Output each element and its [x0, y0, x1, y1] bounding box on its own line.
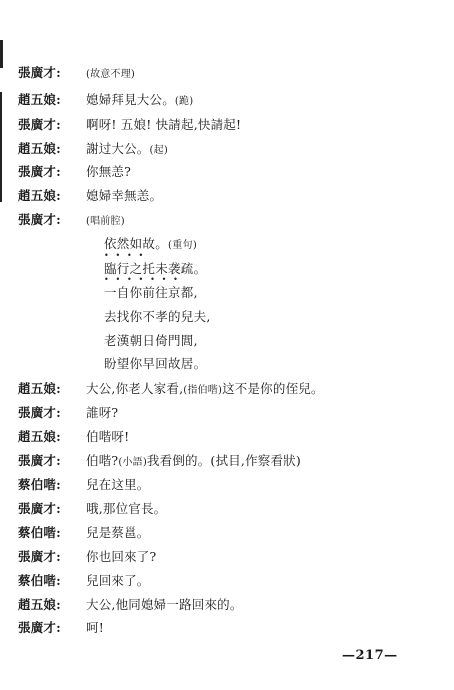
speaker-name: 張廣才: [18, 65, 61, 80]
line-text: 伯喈? [86, 453, 119, 468]
verse-text: 去找你不孝的兒夫, [104, 309, 211, 324]
line-text: 謝过大公。 [86, 141, 150, 156]
dialogue-line [18, 477, 150, 493]
margin-bar [0, 40, 3, 68]
speaker-name: 趙五娘: [18, 597, 61, 612]
dialogue-line [18, 117, 241, 135]
dialogue-line [18, 429, 129, 445]
verse-text: 臨行之托未袭疏。 [104, 261, 207, 276]
stage-direction: (重句) [168, 240, 198, 251]
speaker-name: 張廣才: [18, 164, 61, 179]
line-text: 这不是你的侄兒。 [222, 381, 324, 396]
speaker-name: 趙五娘: [18, 92, 61, 107]
speaker-name: 蔡伯喈: [18, 525, 61, 540]
speaker-name: 張廣才: [18, 549, 61, 564]
line-text: 啊呀! 五娘! 快請起,快請起! [86, 117, 242, 132]
line-text: 兒回來了。 [86, 573, 150, 588]
emphasis-dots: •••• [104, 251, 151, 260]
stage-direction: (唱前腔) [86, 216, 125, 227]
verse-line [104, 333, 198, 349]
line-text: 兒是蔡邕。 [86, 525, 150, 540]
dialogue-line [18, 525, 150, 541]
dialogue-line [18, 573, 150, 589]
line-text: 大公,你老人家看, [86, 381, 184, 396]
line-text: 你也回來了? [86, 549, 157, 564]
line-text: 伯喈呀! [86, 429, 130, 444]
stage-direction: (指伯喈) [183, 385, 223, 396]
margin-bar [0, 92, 2, 202]
page-number: —217— [342, 648, 398, 663]
speaker-name: 趙五娘: [18, 381, 61, 396]
dialogue-line [18, 164, 131, 182]
line-text: 媳婦幸無恙。 [86, 188, 163, 203]
line-text: 誰呀? [86, 405, 119, 420]
stage-direction: (起) [149, 145, 168, 156]
dialogue-line [18, 141, 168, 159]
emphasis-dots: ••••••• [104, 275, 185, 284]
dialogue-line [18, 212, 125, 230]
stage-direction: (小語) [118, 457, 147, 468]
dialogue-line [18, 65, 135, 83]
line-text: 大公,他同媳婦一路回來的。 [86, 597, 243, 612]
verse-line [104, 285, 198, 301]
verse-line [104, 356, 206, 372]
speaker-name: 張廣才: [18, 117, 61, 132]
speaker-name: 張廣才: [18, 212, 61, 227]
speaker-name: 張廣才: [18, 453, 61, 468]
line-text: 呵! [86, 620, 104, 635]
speaker-name: 趙五娘: [18, 429, 61, 444]
stage-direction: (跪) [174, 96, 194, 107]
verse-line [104, 309, 211, 325]
verse-text: 盼望你早回故居。 [104, 356, 207, 371]
line-text: 你無恙? [86, 164, 132, 179]
dialogue-line [18, 92, 193, 110]
dialogue-line [18, 501, 166, 517]
line-text: 我看倒的。(拭目,作察看狀) [146, 453, 301, 468]
speaker-name: 蔡伯喈: [18, 477, 61, 492]
dialogue-line [18, 549, 156, 565]
verse-text: 一自你前往京都, [104, 285, 198, 300]
line-text: 兒在这里。 [86, 477, 150, 492]
line-text: 哦,那位官長。 [86, 501, 167, 516]
speaker-name: 蔡伯喈: [18, 573, 61, 588]
dialogue-line [18, 381, 324, 399]
speaker-name: 趙五娘: [18, 188, 61, 203]
verse-text: 依然如故。 [104, 236, 169, 251]
line-text: 媳婦拜見大公。 [86, 92, 175, 107]
speaker-name: 趙五娘: [18, 141, 61, 156]
dialogue-line [18, 453, 301, 471]
dialogue-line [18, 188, 162, 206]
stage-direction: (故意不理) [86, 69, 136, 80]
speaker-name: 張廣才: [18, 405, 61, 420]
dialogue-line [18, 597, 243, 613]
speaker-name: 張廣才: [18, 501, 61, 516]
verse-text: 老漢朝日倚門閭, [104, 333, 198, 348]
dialogue-line [18, 620, 104, 636]
speaker-name: 張廣才: [18, 620, 61, 635]
dialogue-line [18, 405, 118, 421]
